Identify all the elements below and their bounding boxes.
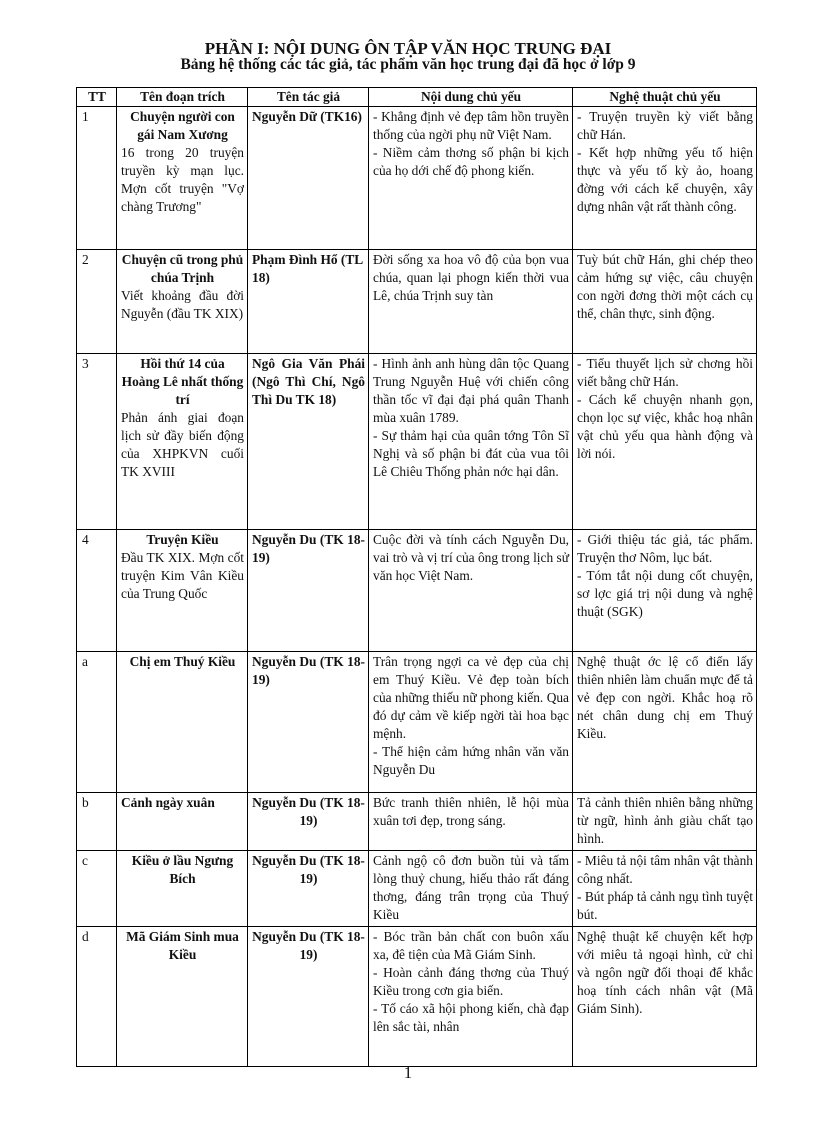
content-item: - Khẳng định vẻ đẹp tâm hồn truyền thống của ngời phụ nữ Việt Nam.	[373, 109, 569, 142]
author-name: Nguyễn Du (TK 18-19)	[248, 652, 369, 793]
art-cell	[573, 927, 757, 1067]
page-number: 1	[403, 1063, 413, 1082]
content-cell	[369, 927, 573, 1067]
author-name: Nguyễn Du (TK 18-19)	[248, 793, 369, 851]
row-number: a	[77, 652, 117, 793]
content-item: - Sự thảm hại của quân tớng Tôn Sĩ Nghị và số phận bi đát của vua tôi Lê Chiêu Thống phản nớc hại dân.	[373, 428, 569, 479]
content-item: Trân trọng ngợi ca vẻ đẹp của chị em Thuý Kiều. Vẻ đẹp toàn bích của những thiếu nữ phong kiến. Qua đó dự cảm về kiếp ngời tài hoa bạc mệnh.	[373, 654, 569, 741]
content-item: Đời sống xa hoa vô độ của bọn vua chúa, quan lại phogn kiến thời vua Lê, chúa Trịnh suy tàn	[373, 252, 569, 303]
art-item: - Truyện truyền kỳ viết bằng chữ Hán.	[577, 109, 753, 142]
art-item: Tả cảnh thiên nhiên bằng những từ ngữ, hình ảnh giàu chất tạo hình.	[577, 795, 753, 846]
work-title: Mã Giám Sinh mua Kiều	[117, 927, 248, 1067]
author-cell	[248, 354, 369, 530]
art-item: - Tóm tắt nội dung cốt chuyện, sơ lợc giá trị nội dung và nghệ thuật (SGK)	[577, 568, 753, 619]
section-title: PHẦN I: NỘI DUNG ÔN TẬP VĂN HỌC TRUNG ĐẠI	[204, 39, 612, 58]
art-cell	[573, 354, 757, 530]
table-row	[77, 354, 757, 530]
table-row	[77, 927, 757, 1067]
row-number: 4	[77, 530, 117, 652]
art-item: Tuỳ bút chữ Hán, ghi chép theo cảm hứng sự việc, câu chuyện con ngời đơng thời một cách cụ thể, chân thực, sinh động.	[577, 252, 753, 321]
content-cell	[369, 530, 573, 652]
work-title: Chị em Thuý Kiều	[129, 654, 236, 669]
author-name: Nguyễn Du (TK 18-19)	[248, 530, 369, 652]
author-name: Nguyễn Dữ (TK16)	[248, 107, 369, 250]
column-header-content: Nội dung chủ yếu	[369, 88, 573, 107]
work-title: Truyện Kiều	[146, 532, 219, 547]
content-item: Bức tranh thiên nhiên, lễ hội mùa xuân tơi đẹp, trong sáng.	[373, 795, 569, 828]
table-header-row	[77, 88, 757, 107]
content-item: - Bóc trần bản chất con buôn xấu xa, đê tiện của Mã Giám Sinh.	[373, 929, 569, 962]
author-name: Nguyễn Du (TK 18-19)	[248, 851, 369, 927]
work-title: Kiều ở lầu Ngưng Bích	[117, 851, 248, 927]
column-header-work: Tên đoạn trích	[117, 88, 248, 107]
content-cell	[369, 851, 573, 927]
row-number: d	[77, 927, 117, 1067]
art-item: - Bút pháp tả cảnh ngụ tình tuyệt bút.	[577, 889, 753, 922]
author-name: Phạm Đình Hổ (TL 18)	[248, 250, 369, 354]
content-item: Cảnh ngộ cô đơn buồn tủi và tấm lòng thuỷ chung, hiếu thảo rất đáng thơng, đáng trân trọng của Thuý Kiều	[373, 853, 569, 922]
author-name: Ngô Gia Văn Phái (Ngô Thì Chí, Ngô Thì Du TK 18)	[252, 356, 365, 407]
row-number: 2	[77, 250, 117, 354]
row-number: c	[77, 851, 117, 927]
table-row	[77, 851, 757, 927]
table-row	[77, 793, 757, 851]
content-cell	[369, 652, 573, 793]
content-item: - Hoàn cảnh đáng thơng của Thuý Kiều trong cơn gia biến.	[373, 965, 569, 998]
content-item: - Niềm cảm thơng số phận bi kịch của họ dới chế độ phong kiến.	[373, 145, 569, 178]
table-row	[77, 652, 757, 793]
table-row	[77, 107, 757, 250]
content-item: - Thể hiện cảm hứng nhân văn văn Nguyễn Du	[373, 744, 569, 777]
content-cell	[369, 354, 573, 530]
column-header-author: Tên tác giả	[248, 88, 369, 107]
work-cell	[117, 652, 248, 793]
content-item: Cuộc đời và tính cách Nguyễn Du, vai trò và vị trí của ông trong lịch sử văn học Việt Nam.	[373, 532, 569, 583]
work-title: Hồi thứ 14 của Hoàng Lê nhất thống trí	[121, 356, 244, 407]
art-item: - Tiểu thuyết lịch sử chơng hồi viết bằng chữ Hán.	[577, 356, 753, 389]
work-cell	[117, 107, 248, 250]
work-note: Đầu TK XIX. Mợn cốt truyện Kim Vân Kiều của Trung Quốc	[121, 550, 244, 601]
row-number: 1	[77, 107, 117, 250]
art-cell	[573, 530, 757, 652]
column-header-art: Nghệ thuật chủ yếu	[573, 88, 757, 107]
art-cell	[573, 107, 757, 250]
work-cell	[117, 354, 248, 530]
table-row	[77, 250, 757, 354]
content-item: - Hình ảnh anh hùng dân tộc Quang Trung Nguyễn Huệ với chiến công thần tốc vĩ đại đại phá quân Thanh mùa xuân 1789.	[373, 356, 569, 425]
work-title: Chuyện người con gái Nam Xương	[130, 109, 235, 142]
work-note: 16 trong 20 truyện truyền kỳ mạn lục. Mợn cốt truyện "Vợ chàng Trương"	[121, 145, 244, 214]
work-note: Viết khoảng đầu đời Nguyễn (đầu TK XIX)	[121, 288, 244, 321]
content-item: - Tố cáo xã hội phong kiến, chà đạp lên sắc tài, nhân	[373, 1001, 569, 1034]
content-cell	[369, 793, 573, 851]
content-cell	[369, 107, 573, 250]
art-item: Nghệ thuật ớc lệ cổ điển lấy thiên nhiên làm chuẩn mực để tả vẻ đẹp con ngời. Khắc hoạ rõ nét chân dung chị em Thuý Kiều.	[577, 654, 753, 741]
literature-summary-table	[76, 87, 757, 1067]
row-number: 3	[77, 354, 117, 530]
art-cell	[573, 250, 757, 354]
work-title: Cảnh ngày xuân	[117, 793, 248, 851]
art-item: - Cách kể chuyện nhanh gọn, chọn lọc sự việc, khắc hoạ nhân vật chủ yếu qua hành động và lời nói.	[577, 392, 753, 461]
work-cell	[117, 530, 248, 652]
art-item: - Kết hợp những yếu tố hiện thực và yếu tố kỳ ảo, hoang đờng với cách kể chuyện, xây dựng nhân vật rất thành công.	[577, 145, 753, 214]
table-subtitle: Bảng hệ thống các tác giả, tác phẩm văn học trung đại đã học ở lớp 9	[180, 56, 636, 73]
table-row	[77, 530, 757, 652]
author-name: Nguyễn Du (TK 18-19)	[248, 927, 369, 1067]
art-item: - Miêu tả nội tâm nhân vật thành công nhất.	[577, 853, 753, 886]
column-header-tt: TT	[77, 88, 117, 107]
content-cell	[369, 250, 573, 354]
work-cell	[117, 250, 248, 354]
row-number: b	[77, 793, 117, 851]
art-item: Nghệ thuật kể chuyện kết hợp với miêu tả ngoại hình, cử chỉ và ngôn ngữ đối thoại để khắc hoạ tính cách nhân vật (Mã Giám Sinh).	[577, 929, 753, 1016]
art-cell	[573, 851, 757, 927]
work-title: Chuyện cũ trong phủ chúa Trịnh	[121, 252, 244, 285]
work-note: Phản ánh giai đoạn lịch sử đầy biến động của XHPKVN cuối TK XVIII	[121, 410, 244, 479]
art-item: - Giới thiệu tác giả, tác phẩm. Truyện thơ Nôm, lục bát.	[577, 532, 753, 565]
art-cell	[573, 652, 757, 793]
art-cell	[573, 793, 757, 851]
